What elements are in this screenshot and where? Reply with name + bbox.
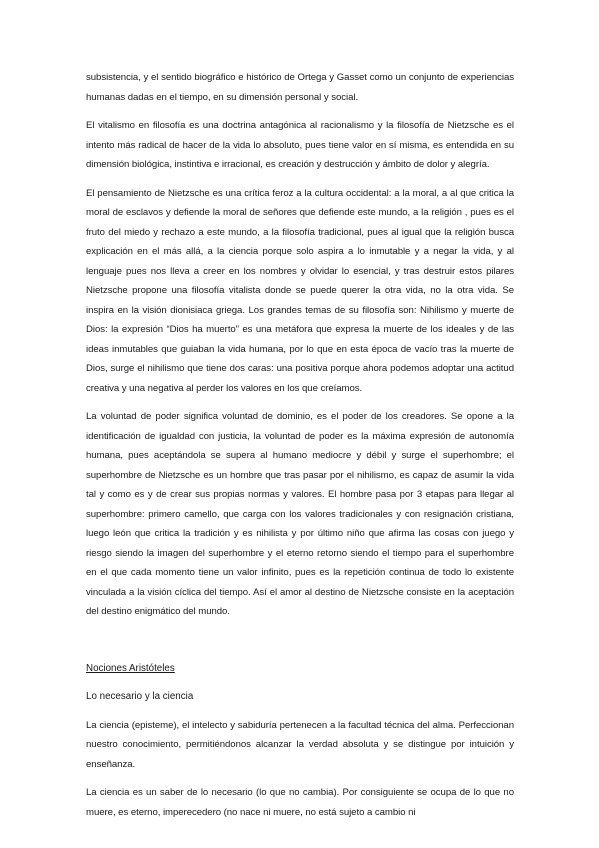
paragraph-ciencia-episteme: La ciencia (episteme), el intelecto y sabiduría pertenecen a la facultad técnica del alma. Perfeccionan nuestro conocimiento, permitiéndonos alcanzar la verdad absoluta y se distingue por intuición y enseñanza. [86,719,514,770]
paragraph-ortega: subsistencia, y el sentido biográfico e histórico de Ortega y Gasset como un conjunto de experiencias humanas dadas en el tiempo, en su dimensión personal y social. [86,72,514,103]
paragraph-ciencia-necesario: La ciencia es un saber de lo necesario (lo que no cambia). Por consiguiente se ocupa de lo que no muere, es eterno, imperecedero (no nace ni muere, no está sujeto a cambio ni [86,787,514,818]
paragraph-nietzsche-critica: El pensamiento de Nietzsche es una crítica feroz a la cultura occidental: a la moral, a al que critica la moral de esclavos y defiende la moral de señores que defiende este mundo, a la religión , pues es el fruto del miedo y rechazo a este mundo, a la filosofía tradicional, pues al igual que la religión busca explicación en el más allá, a la ciencia porque solo aspira a lo inmutable y a negar la vida, y al lenguaje pues nos lleva a creer en los nombres y olvidar lo esencial, y tras destruir estos pilares Nietzsche propone una filosofía vitalista donde se puede querer la otra vida, no la otra vida. Se inspira en la visión dionisiaca griega. Los grandes temas de su filosofía son: Nihilismo y muerte de Dios: la expresión “Dios ha muerto” es una metáfora que expresa la muerte de los ideales y de las ideas inmutables que guiaban la vida humana, por lo que en esta época de vacío tras la muerte de Dios, surge el nihilismo que tiene dos caras: una positiva porque ahora podemos adoptar una actitud creativa y una negativa al perder los valores en los que creíamos. [86,187,514,394]
paragraph-voluntad-de-poder: La voluntad de poder significa voluntad de dominio, es el poder de los creadores. Se opone a la identificación de igualdad con justicia, la voluntad de poder es la máxima expresión de autonomía humana, pues aceptándola se supera al humano mediocre y débil y surge el superhombre; el superhombre de Nietzsche es un hombre que tras pasar por el nihilismo, es capaz de asumir la vida tal y como es y de crear sus propias normas y valores. El hombre pasa por 3 etapas para llegar al superhombre: primero camello, que carga con los valores tradicionales y con resignación cristiana, luego león que critica la tradición y es nihilista y por último niño que afirma las cosas con juego y riesgo siendo la imagen del superhombre y el eterno retorno siendo el tiempo para el superhombre en el que cada momento tiene un valor infinito, pues es la repetición continua de todo lo existente vinculada a la visión cíclica del tiempo. Así el amor al destino de Nietzsche consiste en la aceptación del destino enigmático del mundo. [86,411,514,617]
subsection-title: Lo necesario y la ciencia [86,691,194,702]
section-spacer [86,631,514,659]
section-title: Nociones Aristóteles [86,662,175,674]
paragraph-vitalismo: El vitalismo en filosofía es una doctrina antagónica al racionalismo y la filosofía de Nietzsche es el intento más radical de hacer de la vida lo absoluto, pues tiene valor en sí misma, es entendida en su dimensión biológica, instintiva e irracional, es creación y destrucción y ámbito de dolor y alegría. [86,120,514,170]
